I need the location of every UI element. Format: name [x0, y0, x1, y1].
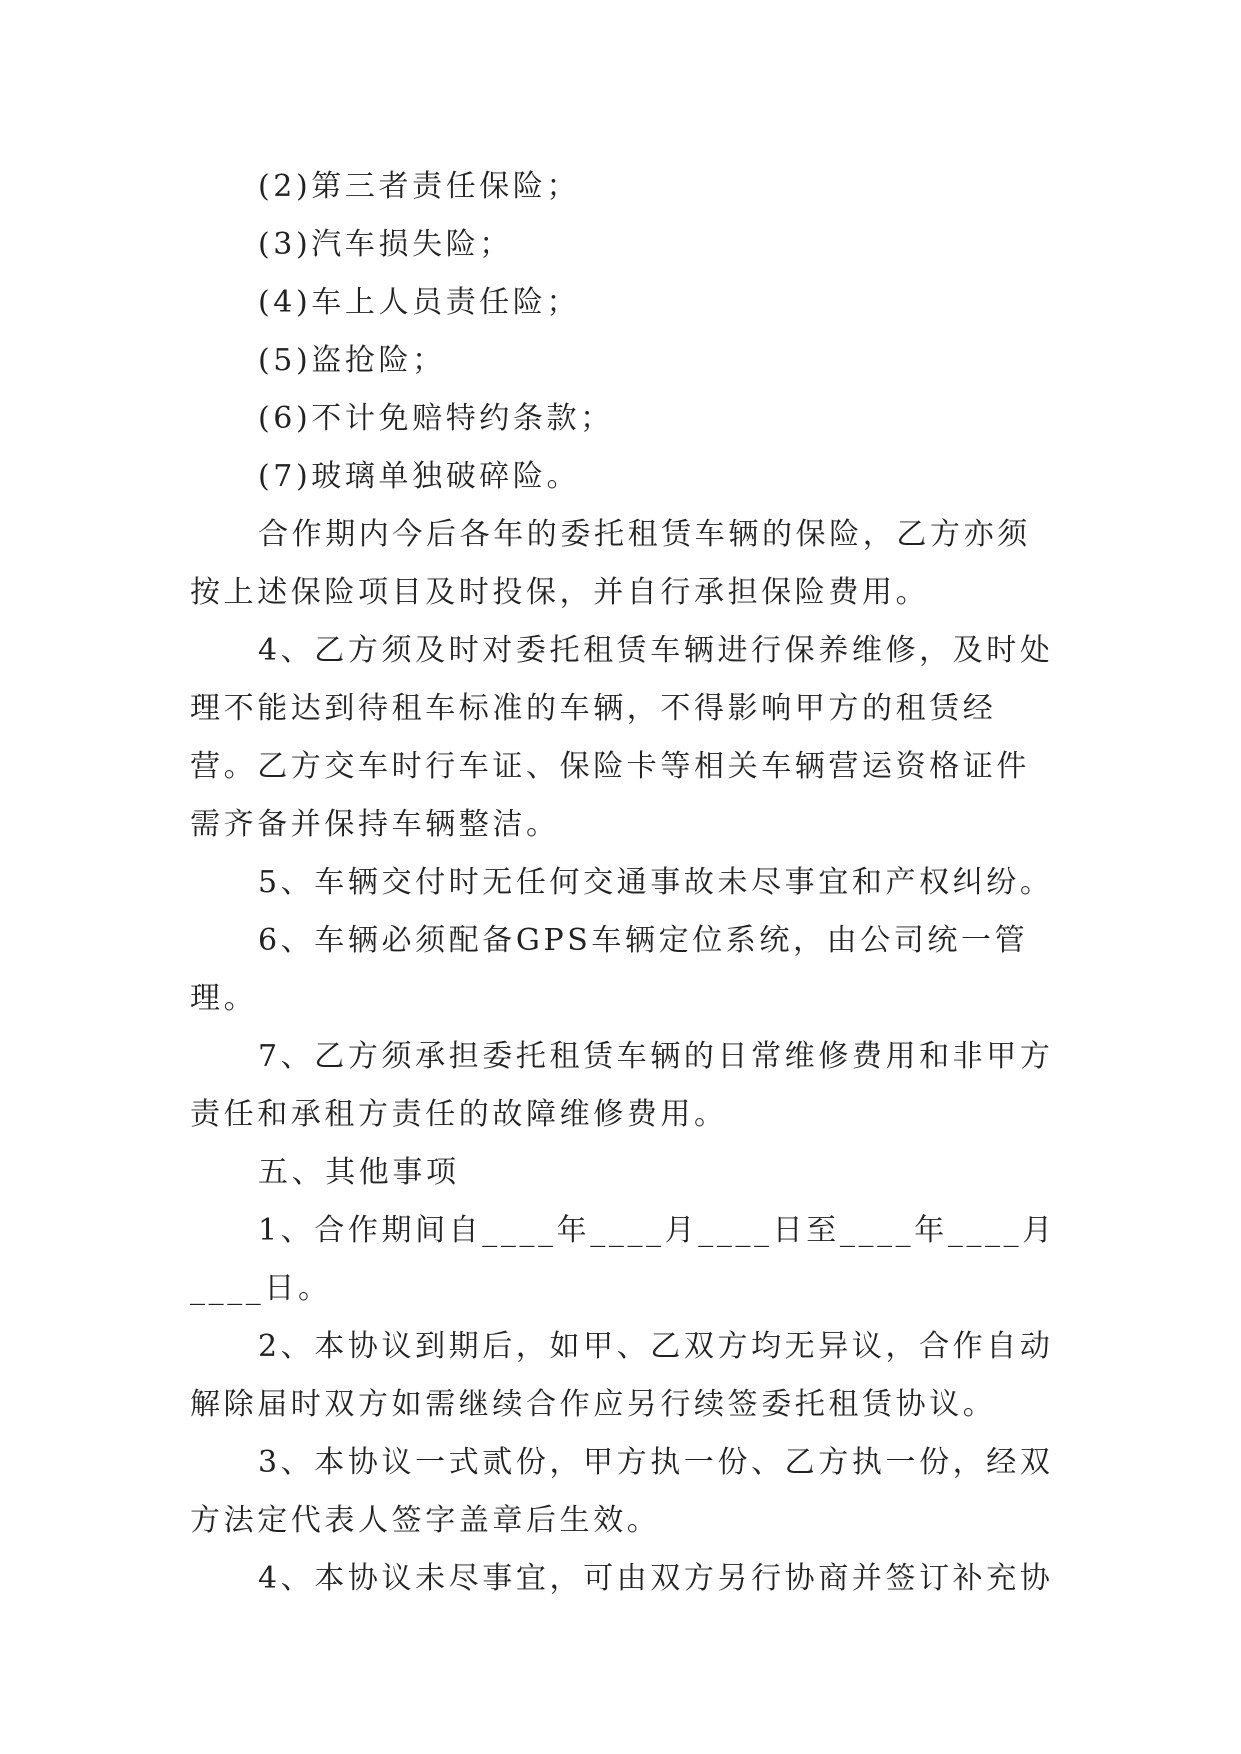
other-clause-4: 4、本协议未尽事宜，可由双方另行协商并签订补充协 [258, 1561, 1054, 1596]
insurance-paragraph: 合作期内今后各年的委托租赁车辆的保险，乙方亦须按上述保险项目及时投保，并自行承担保险费用。 [190, 517, 1031, 610]
clause-4: 4、乙方须及时对委托租赁车辆进行保养维修，及时处理不能达到待租车标准的车辆，不得影响甲方的租赁经营。乙方交车时行车证、保险卡等相关车辆营运资格证件需齐备并保持车辆整洁。 [190, 633, 1054, 842]
section-heading-other-matters: 五、其他事项 [258, 1155, 460, 1190]
other-clause-2: 2、本协议到期后，如甲、乙双方均无异议，合作自动解除届时双方如需继续合作应另行续签委托租赁协议。 [190, 1329, 1054, 1422]
other-clause-3: 3、本协议一式贰份，甲方执一份、乙方执一份，经双方法定代表人签字盖章后生效。 [190, 1445, 1054, 1538]
clause-7: 7、乙方须承担委托租赁车辆的日常维修费用和非甲方责任和承租方责任的故障维修费用。 [190, 1039, 1054, 1132]
insurance-item-5: (5)盗抢险； [258, 343, 446, 378]
insurance-item-3: (3)汽车损失险； [258, 227, 513, 262]
insurance-item-4: (4)车上人员责任险； [258, 285, 581, 320]
document-body [190, 158, 1060, 1608]
other-clause-1: 1、合作期间自____年____月____日至____年____月____日。 [190, 1213, 1056, 1306]
insurance-item-6: (6)不计免赔特约条款； [258, 401, 614, 436]
insurance-item-2: (2)第三者责任保险； [258, 169, 581, 204]
clause-5: 5、车辆交付时无任何交通事故未尽事宜和产权纠纷。 [258, 865, 1054, 900]
clause-6: 6、车辆必须配备GPS车辆定位系统，由公司统一管理。 [190, 923, 1029, 1016]
insurance-item-7: (7)玻璃单独破碎险。 [258, 459, 581, 494]
